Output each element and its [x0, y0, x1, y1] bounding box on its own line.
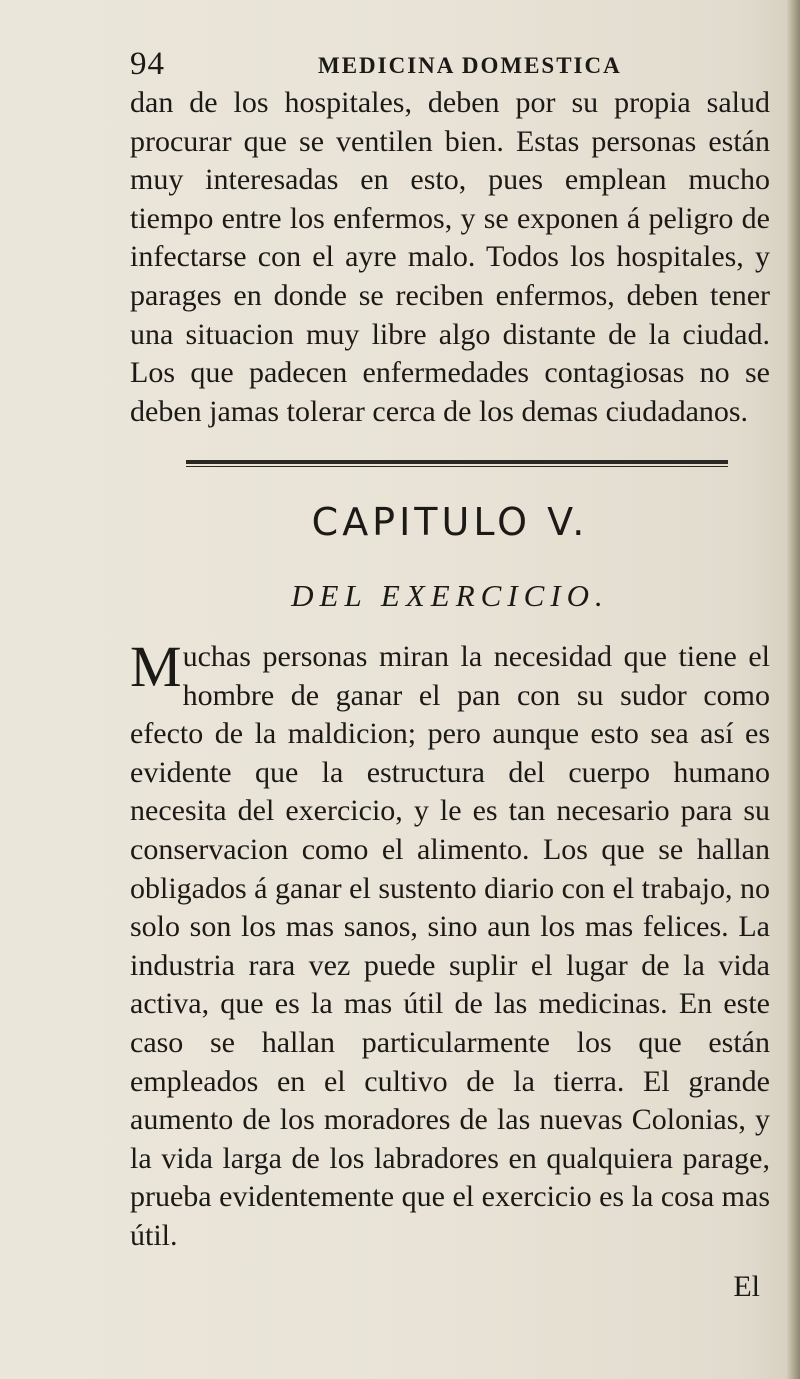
chapter-divider-rule	[186, 460, 728, 468]
chapter-first-paragraph	[130, 634, 770, 1278]
paragraph-continuation: dan de los hospitales, deben por su propia salud procurar que se ventilen bien. Estas personas están muy interesadas en esto, pues emplean mucho tiempo entre los enfermos, y se exponen á peligro de infectarse con el ayre malo. Todos los hospitales, y parages en donde se reciben enfermos, deben tener una situacion muy libre algo distante de la ciudad. Los que padecen enfermedades contagiosas no se deben jamas tolerar cerca de los demas ciudadanos.	[130, 86, 770, 428]
page-number: 94	[130, 46, 165, 82]
chapter-title: CAPITULO V.	[311, 500, 589, 544]
chapter-subtitle: DEL EXERCICIO.	[291, 578, 609, 613]
running-head: MEDICINA DOMESTICA	[318, 53, 622, 78]
paragraph-text: uchas personas miran la necesidad que tiene el hombre de ganar el pan con su sudor como efecto de la maldicion; pero aunque esto sea así es evidente que la estructura del cuerpo humano necesita del exercicio, y le es tan necesario para su conservacion como el alimento. Los que se hallan obligados á ganar el sustento diario con el trabajo, no solo son los mas sanos, sino aun los mas felices. La industria rara vez puede suplir el lugar de la vida activa, que es la mas útil de las medicinas. En este caso se hallan particularmente los que están empleados en el cultivo de la tierra. El grande aumento de los moradores de las nuevas Colonias, y la vida larga de los labradores en qualquiera parage, prueba evidentemente que el exercicio es la cosa mas útil.	[130, 640, 770, 1252]
divider-thin-line	[186, 466, 728, 467]
divider-thick-line	[186, 460, 728, 464]
page-edge-shadow	[786, 0, 800, 1379]
drop-cap: M	[130, 634, 182, 699]
catchword: El	[733, 1270, 760, 1303]
